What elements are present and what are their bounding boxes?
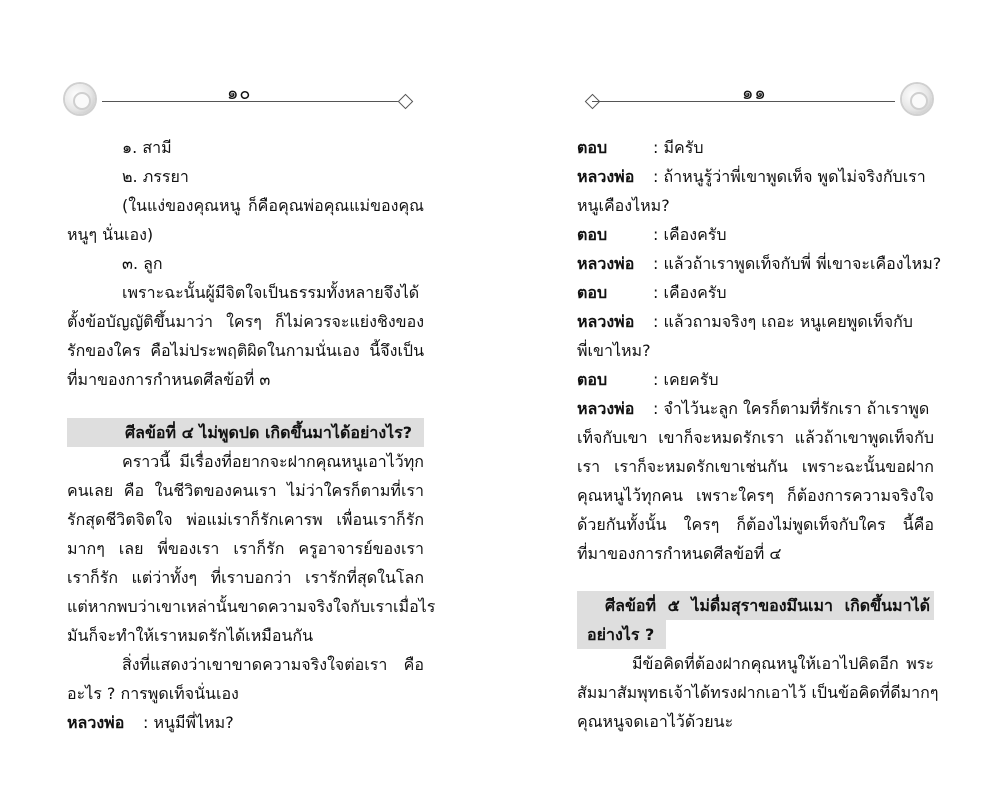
dialogue-line [577,162,934,191]
text-line: (ในแง่ของคุณหนู ก็คือคุณพ่อคุณแม่ของคุณ [122,196,424,215]
speaker-label: ตอบ [577,138,608,157]
diamond-icon [398,94,414,110]
text-line: ที่มาของการกำหนดศีลข้อที่ ๓ [67,370,271,389]
text-line: คุณหนูไว้ทุกคน เพราะใครๆ ก็ต้องการความจริงใจ [577,486,934,505]
text-line: เท็จกับเขา เขาก็จะหมดรักเรา แล้วถ้าเขาพูดเท็จกับ [577,428,934,447]
ornament-icon [902,84,932,114]
section-heading-line: ศีลข้อที่ ๕ ไม่ดื่มสุราของมึนเมา เกิดขึ้นมาได้ [577,591,934,620]
text-line: เราก็รัก แต่ว่าทั้งๆ ที่เราบอกว่า เรารักที่สุดในโลก [67,568,424,587]
text-line: ด้วยกันทั้งนั้น ใครๆ ก็ต้องไม่พูดเท็จกับใคร นี้คือ [577,515,934,534]
dialogue-text: : เคยครับ [653,370,719,389]
dialogue-line [577,365,934,394]
dialogue-text: : จำไว้นะลูก ใครก็ตามที่รักเรา ถ้าเราพูด [653,399,930,418]
dialogue-line [577,133,934,162]
text-line: แต่หากพบว่าเขาเหล่านั้นขาดความจริงใจกับเราเมื่อไร [67,597,436,616]
right-page-header [500,78,1000,118]
speaker-label: หลวงพ่อ [577,399,635,418]
section-heading [67,418,424,447]
list-item: ๓. ลูก [122,254,163,273]
section-heading-line: อย่างไร ? [577,620,666,649]
speaker-label: ตอบ [577,370,608,389]
dialogue-text: : แล้วถ้าเราพูดเท็จกับพี่ พี่เขาจะเคืองไหม? [653,254,942,273]
dialogue-text: : เคืองครับ [653,225,727,244]
dialogue-line [577,249,942,278]
speaker-label: หลวงพ่อ [577,254,635,273]
text-line: พี่เขาไหม? [577,341,651,360]
text-line: สัมมาสัมพุทธเจ้าได้ทรงฝากเอาไว้ เป็นข้อคิดที่ดีมากๆ [577,683,939,702]
text-line: เรา เราก็จะหมดรักเขาเช่นกัน เพราะฉะนั้นขอฝาก [577,457,934,476]
text-line: ตั้งข้อบัญญัติขึ้นมาว่า ใครๆ ก็ไม่ควรจะแย่งชิงของ [67,312,424,331]
dialogue-line [577,394,934,423]
text-line: คราวนี้ มีเรื่องที่อยากจะฝากคุณหนูเอาไว้ทุก [122,452,424,471]
left-page-body [67,133,424,394]
dialogue-line [577,307,934,336]
speaker-label: ตอบ [577,225,608,244]
dialogue-text: : ถ้าหนูรู้ว่าพี่เขาพูดเท็จ พูดไม่จริงกับเรา [653,167,926,186]
dialogue-line [577,220,934,249]
text-line: ที่มาของการกำหนดศีลข้อที่ ๔ [577,544,782,563]
dialogue-text: : เคืองครับ [653,283,727,302]
text-line: หนูเคืองไหม? [577,196,670,215]
header-rule [102,101,404,102]
speaker-label: หลวงพ่อ [577,312,635,331]
right-page [500,0,1000,791]
speaker-label: หลวงพ่อ [67,713,125,732]
text-line: รักของใคร คือไม่ประพฤติผิดในกามนั่นเอง นี้จึงเป็น [67,341,424,360]
right-page-body [577,133,942,568]
dialogue-text: : หนูมีพี่ไหม? [143,713,234,732]
text-line: รักสุดชีวิตจิตใจ พ่อแม่เราก็รักเคารพ เพื่อนเราก็รัก [67,510,424,529]
dialogue-line [67,708,424,737]
list-item: ๑. สามี [122,138,172,157]
speaker-label: หลวงพ่อ [577,167,635,186]
right-page-body-2 [577,649,939,736]
text-line: คุณหนูจดเอาไว้ด้วยนะ [577,712,734,731]
dialogue-text: : มีครับ [653,138,704,157]
text-line: คนเลย คือ ในชีวิตของคนเรา ไม่ว่าใครก็ตามที่เรา [67,481,424,500]
text-line: หนูๆ นั่นเอง) [67,225,154,244]
dialogue-text: : แล้วถามจริงๆ เถอะ หนูเคยพูดเท็จกับ [653,312,913,331]
text-line: มีข้อคิดที่ต้องฝากคุณหนูให้เอาไปคิดอีก พระ [632,654,934,673]
dialogue-line [577,278,934,307]
text-line: สิ่งที่แสดงว่าเขาขาดความจริงใจต่อเรา คือ [122,655,424,674]
left-page-header [0,78,500,118]
section-heading-text: ศีลข้อที่ ๔ ไม่พูดปด เกิดขึ้นมาได้อย่างไร? [125,423,413,442]
ornament-icon [65,84,95,114]
left-page-body-2 [67,447,436,737]
text-line: อะไร ? การพูดเท็จนั่นเอง [67,684,239,703]
list-item: ๒. ภรรยา [122,167,189,186]
page-number: ๑๐ [227,83,252,104]
text-line: เพราะฉะนั้นผู้มีจิตใจเป็นธรรมทั้งหลายจึงได้ [122,283,420,302]
text-line: มันก็จะทำให้เราหมดรักได้เหมือนกัน [67,626,314,645]
speaker-label: ตอบ [577,283,608,302]
text-line: มากๆ เลย พี่ของเรา เราก็รัก ครูอาจารย์ของเรา [67,539,424,558]
page-number: ๑๑ [742,83,767,104]
section-heading [577,591,934,649]
